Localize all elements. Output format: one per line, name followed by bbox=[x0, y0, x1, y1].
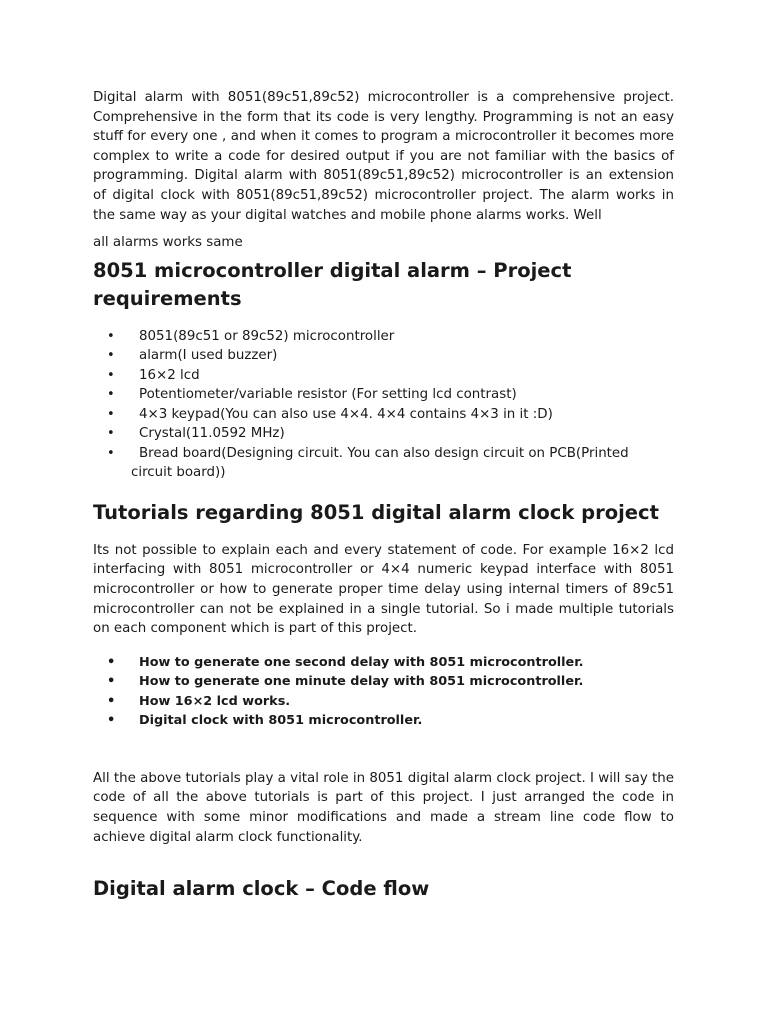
requirements-list bbox=[93, 327, 674, 483]
bullet-icon: • bbox=[107, 693, 116, 709]
code-flow-heading: Digital alarm clock – Code flow bbox=[93, 877, 430, 901]
bullet-icon: • bbox=[107, 445, 115, 461]
bullet-icon: • bbox=[107, 713, 116, 729]
list-item bbox=[93, 424, 674, 444]
document-page bbox=[93, 88, 674, 903]
bullet-icon: • bbox=[107, 348, 115, 364]
list-item bbox=[93, 327, 674, 347]
tutorial-links-list bbox=[93, 653, 674, 731]
tutorials-heading: Tutorials regarding 8051 digital alarm clock project bbox=[93, 500, 659, 524]
list-item bbox=[93, 366, 674, 386]
list-item-continuation: circuit board)) bbox=[131, 465, 226, 481]
intro-paragraph-tail: all alarms works same bbox=[93, 235, 243, 251]
list-item bbox=[93, 346, 674, 366]
tutorial-link[interactable]: How to generate one second delay with 8051 microcontroller. bbox=[139, 654, 584, 670]
list-item bbox=[93, 444, 674, 483]
tutorial-link-item[interactable] bbox=[93, 672, 674, 692]
bullet-icon: • bbox=[107, 426, 115, 442]
tutorial-link-item[interactable] bbox=[93, 711, 674, 731]
bullet-icon: • bbox=[107, 654, 116, 670]
list-item bbox=[93, 405, 674, 425]
tutorial-link[interactable]: How to generate one minute delay with 8051 microcontroller. bbox=[139, 674, 584, 690]
list-item bbox=[93, 385, 674, 405]
tutorials-closing-paragraph: All the above tutorials play a vital role in 8051 digital alarm clock project. I will say the code of all the above tutorials is part of this project. I just arranged the code in sequence with some minor modifications and made a stream line code flow to achieve digital alarm clock functionality. bbox=[93, 770, 674, 845]
bullet-icon: • bbox=[107, 387, 115, 403]
tutorial-link[interactable]: Digital clock with 8051 microcontroller. bbox=[139, 713, 423, 729]
bullet-icon: • bbox=[107, 367, 115, 383]
tutorial-link-item[interactable] bbox=[93, 692, 674, 712]
list-item-text: Bread board(Designing circuit. You can also design circuit on PCB(Printed bbox=[139, 445, 629, 461]
list-item-text: 8051(89c51 or 89c52) microcontroller bbox=[139, 328, 395, 344]
tutorials-paragraph: Its not possible to explain each and every statement of code. For example 16×2 lcd interfacing with 8051 microcontroller or 4×4 numeric keypad interface with 8051 microcontroller or how to generate proper time delay using internal timers of 89c51 microcontroller can not be explained in a single tutorial. So i made multiple tutorials on each component which is part of this project. bbox=[93, 542, 674, 637]
tutorial-link[interactable]: How 16×2 lcd works. bbox=[139, 693, 291, 709]
list-item-text: 16×2 lcd bbox=[139, 367, 200, 383]
bullet-icon: • bbox=[107, 674, 116, 690]
list-item-text: 4×3 keypad(You can also use 4×4. 4×4 contains 4×3 in it :D) bbox=[139, 406, 553, 422]
bullet-icon: • bbox=[107, 328, 115, 344]
list-item-text: Potentiometer/variable resistor (For setting lcd contrast) bbox=[139, 387, 517, 403]
list-item-text: Crystal(11.0592 MHz) bbox=[139, 426, 285, 442]
list-item-text: alarm(I used buzzer) bbox=[139, 348, 278, 364]
intro-paragraph: Digital alarm with 8051(89c51,89c52) microcontroller is a comprehensive project. Comprehensive in the form that its code is very lengthy. Programming is not an easy stuff for every one , and when it comes to program a microcontroller it becomes more complex to write a code for desired output if you are not familiar with the basics of programming. Digital alarm with 8051(89c51,89c52) microcontroller is an extension of digital clock with 8051(89c51,89c52) microcontroller project. The alarm works in the same way as your digital watches and mobile phone alarms works. Well bbox=[93, 90, 674, 223]
bullet-icon: • bbox=[107, 406, 115, 422]
tutorial-link-item[interactable] bbox=[93, 653, 674, 673]
requirements-heading: 8051 microcontroller digital alarm – Project requirements bbox=[93, 258, 572, 310]
